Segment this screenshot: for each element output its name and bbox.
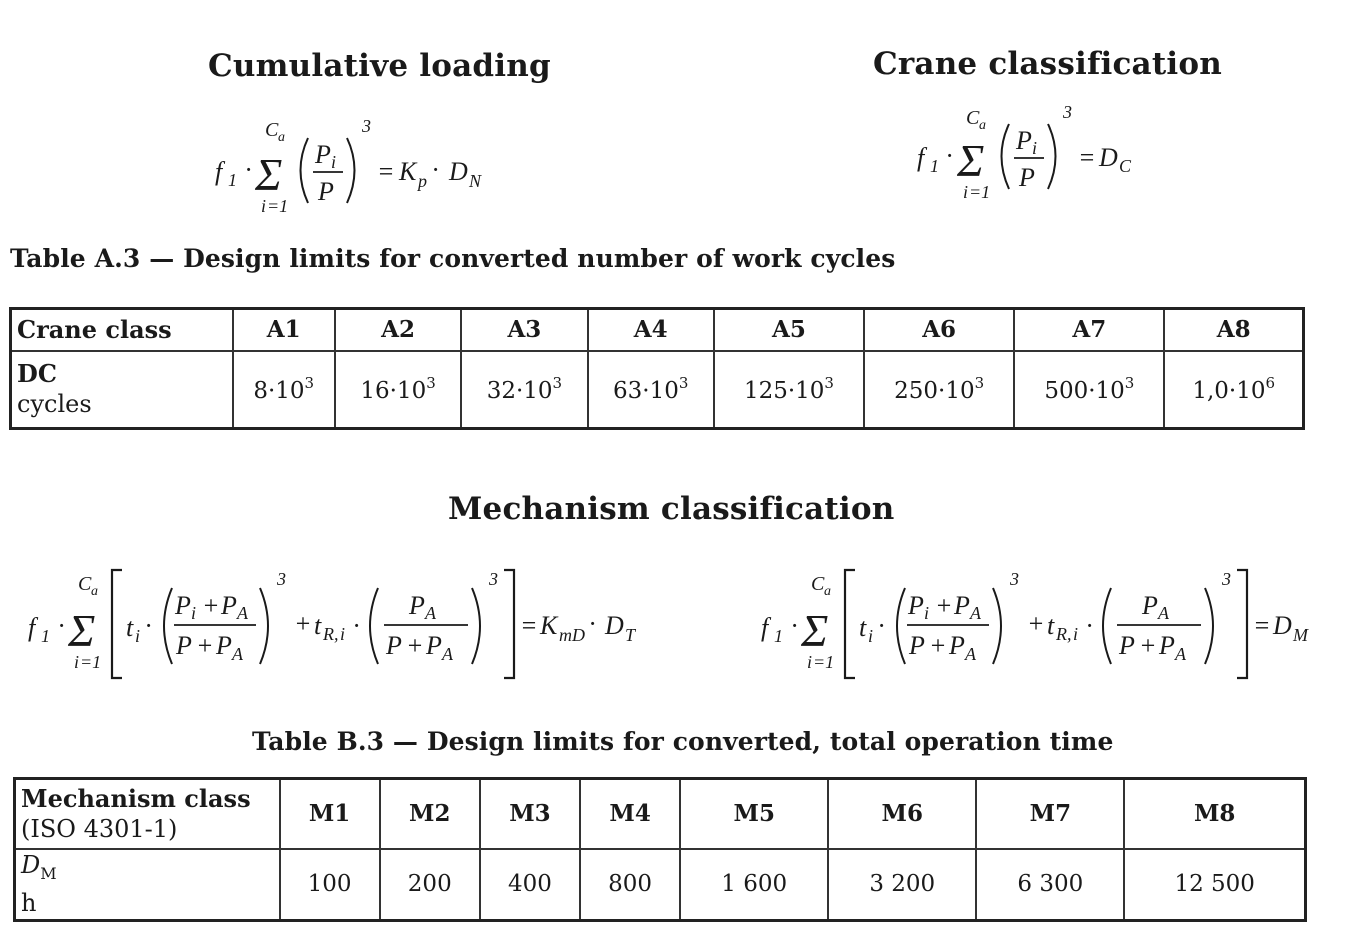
dm-label: $D_M$: [21, 850, 57, 883]
table-cell: 100: [280, 849, 380, 921]
svg-text:3: 3: [1222, 569, 1231, 589]
svg-text:P: P: [1142, 591, 1158, 620]
table-a3: [9, 307, 1305, 430]
svg-text:+: +: [406, 631, 424, 660]
svg-text:C: C: [265, 119, 279, 141]
svg-text:i: i: [340, 624, 346, 644]
class-m4: M4: [580, 779, 680, 849]
svg-text:N: N: [469, 171, 482, 191]
svg-text:P: P: [954, 591, 970, 620]
table-cell: $16\cdot 10^3$: [335, 351, 461, 429]
table-cell: 12 500: [1124, 849, 1305, 921]
hours-unit-label: h: [21, 889, 37, 918]
dc-label: DC: [17, 359, 57, 389]
svg-text:A: A: [425, 603, 436, 623]
svg-text:=: =: [377, 157, 395, 186]
svg-text:·: ·: [145, 611, 152, 640]
svg-text:P: P: [949, 631, 965, 660]
svg-text:mD: mD: [559, 625, 585, 645]
cycles-unit-label: cycles: [17, 390, 92, 419]
svg-text:f: f: [215, 157, 223, 186]
svg-text:+: +: [1139, 631, 1157, 660]
svg-text:K: K: [540, 611, 558, 640]
svg-text:=: =: [1078, 143, 1096, 172]
svg-text:i: i: [191, 603, 197, 623]
svg-text:1: 1: [41, 626, 50, 646]
svg-text:3: 3: [277, 569, 286, 589]
svg-text:+: +: [196, 631, 214, 660]
svg-text:T: T: [625, 625, 636, 645]
table-cell: 400: [480, 849, 580, 921]
svg-text:·: ·: [432, 155, 439, 184]
svg-text:i: i: [807, 652, 813, 672]
mechanism-formula-kmd: [22, 560, 672, 685]
svg-text:3: 3: [1010, 569, 1019, 589]
svg-text:f: f: [28, 613, 36, 642]
svg-text:+: +: [1027, 609, 1045, 638]
svg-text:t: t: [126, 613, 134, 642]
svg-text:+: +: [935, 591, 953, 620]
svg-text:i: i: [135, 626, 141, 646]
table-cell: 800: [580, 849, 680, 921]
svg-text:Σ: Σ: [255, 149, 283, 200]
svg-text:M: M: [1293, 625, 1308, 645]
table-cell: 3 200: [828, 849, 976, 921]
table-a3-caption: Table A.3 — Design limits for converted number of work cycles: [10, 244, 896, 273]
svg-text:P: P: [1016, 126, 1032, 155]
svg-text:·: ·: [1086, 611, 1093, 640]
svg-text:t: t: [1047, 611, 1055, 640]
class-a1: A1: [233, 309, 335, 351]
table-cell: $63\cdot 10^3$: [588, 351, 714, 429]
svg-text:A: A: [1158, 603, 1169, 623]
svg-text:Σ: Σ: [68, 605, 96, 656]
svg-text:P: P: [909, 631, 925, 660]
svg-text:+: +: [202, 591, 220, 620]
svg-text:K: K: [399, 157, 417, 186]
svg-text:i: i: [331, 152, 337, 172]
class-a5: A5: [714, 309, 864, 351]
svg-text:p: p: [418, 171, 427, 191]
cumulative-loading-heading: Cumulative loading: [208, 48, 551, 84]
svg-text:3: 3: [362, 116, 371, 136]
svg-text:A: A: [965, 644, 976, 664]
svg-text:A: A: [1175, 644, 1186, 664]
svg-text:P: P: [221, 591, 237, 620]
svg-text:i: i: [1032, 138, 1038, 158]
svg-text:=1: =1: [267, 196, 289, 216]
svg-text:·: ·: [245, 155, 252, 184]
svg-text:P: P: [176, 631, 192, 660]
svg-text:·: ·: [946, 141, 953, 170]
svg-text:f: f: [917, 143, 925, 172]
class-a7: A7: [1014, 309, 1164, 351]
table-cell: $1,0\cdot 10^6$: [1164, 351, 1303, 429]
svg-text:i: i: [261, 196, 267, 216]
svg-text:=: =: [520, 611, 538, 640]
svg-text:·: ·: [791, 611, 798, 640]
table-b3: [13, 777, 1307, 922]
table-cell: $8\cdot 10^3$: [233, 351, 335, 429]
crane-class-label: Crane class: [11, 309, 233, 351]
svg-text:P: P: [315, 140, 331, 169]
svg-text:i: i: [1073, 624, 1079, 644]
svg-text:C: C: [811, 573, 825, 595]
svg-text:P: P: [409, 591, 425, 620]
svg-text:=1: =1: [80, 652, 102, 672]
svg-text:1: 1: [228, 170, 237, 190]
svg-text:i: i: [924, 603, 930, 623]
svg-text:D: D: [1273, 611, 1292, 640]
svg-text:P: P: [216, 631, 232, 660]
svg-text:i: i: [963, 182, 969, 202]
svg-text:1: 1: [930, 156, 939, 176]
svg-text:·: ·: [589, 609, 596, 638]
svg-text:A: A: [970, 603, 981, 623]
dc-cycles-label: [11, 351, 233, 429]
svg-text:·: ·: [58, 611, 65, 640]
svg-text:P: P: [175, 591, 191, 620]
table-cell: $32\cdot 10^3$: [461, 351, 587, 429]
class-m2: M2: [380, 779, 480, 849]
svg-text:A: A: [442, 644, 453, 664]
class-m8: M8: [1124, 779, 1305, 849]
svg-text:A: A: [232, 644, 243, 664]
class-m5: M5: [680, 779, 828, 849]
svg-text:P: P: [386, 631, 402, 660]
table-b3-caption: Table B.3 — Design limits for converted, total operation time: [252, 727, 1114, 756]
svg-text:i: i: [868, 626, 874, 646]
table-a3-header-row: [11, 309, 1304, 351]
svg-text:=1: =1: [969, 182, 991, 202]
svg-text:R,: R,: [1056, 624, 1072, 644]
class-m1: M1: [280, 779, 380, 849]
table-b3-value-row: [15, 849, 1306, 921]
table-a3-value-row: [11, 351, 1304, 429]
svg-text:C: C: [1119, 156, 1132, 176]
crane-classification-formula: [915, 100, 1165, 210]
svg-text:t: t: [314, 611, 322, 640]
class-a3: A3: [461, 309, 587, 351]
svg-text:i: i: [74, 652, 80, 672]
svg-text:D: D: [449, 157, 468, 186]
svg-text:a: a: [278, 130, 285, 145]
table-cell: $250\cdot 10^3$: [864, 351, 1014, 429]
mechanism-class-label: [15, 779, 280, 849]
svg-text:P: P: [1019, 163, 1035, 192]
svg-text:3: 3: [489, 569, 498, 589]
svg-text:+: +: [294, 609, 312, 638]
mechanism-class-title: Mechanism class: [21, 783, 251, 813]
svg-text:P: P: [318, 177, 334, 206]
svg-text:P: P: [1159, 631, 1175, 660]
svg-text:D: D: [605, 611, 624, 640]
class-a6: A6: [864, 309, 1014, 351]
svg-text:·: ·: [878, 611, 885, 640]
mechanism-classification-heading: Mechanism classification: [448, 491, 895, 527]
svg-text:t: t: [859, 613, 867, 642]
table-cell: 6 300: [976, 849, 1124, 921]
svg-text:Σ: Σ: [801, 605, 829, 656]
svg-text:=1: =1: [813, 652, 835, 672]
dm-hours-label: [15, 849, 280, 921]
svg-text:D: D: [1099, 143, 1118, 172]
svg-text:a: a: [979, 118, 986, 133]
svg-text:P: P: [1119, 631, 1135, 660]
svg-text:R,: R,: [323, 624, 339, 644]
svg-text:P: P: [426, 631, 442, 660]
mechanism-formula-dm: [755, 560, 1325, 685]
svg-text:a: a: [91, 584, 98, 599]
svg-text:P: P: [908, 591, 924, 620]
svg-text:=: =: [1253, 611, 1271, 640]
class-a8: A8: [1164, 309, 1303, 351]
table-cell: $125\cdot 10^3$: [714, 351, 864, 429]
class-m7: M7: [976, 779, 1124, 849]
svg-text:3: 3: [1063, 102, 1072, 122]
svg-text:·: ·: [353, 611, 360, 640]
table-cell: $500\cdot 10^3$: [1014, 351, 1164, 429]
svg-text:a: a: [824, 584, 831, 599]
iso-reference: (ISO 4301-1): [21, 814, 178, 843]
svg-text:C: C: [78, 573, 92, 595]
table-cell: 1 600: [680, 849, 828, 921]
svg-text:Σ: Σ: [957, 135, 985, 186]
class-a2: A2: [335, 309, 461, 351]
class-m3: M3: [480, 779, 580, 849]
svg-text:A: A: [237, 603, 248, 623]
class-a4: A4: [588, 309, 714, 351]
svg-text:1: 1: [774, 626, 783, 646]
svg-text:f: f: [761, 613, 769, 642]
cumulative-loading-formula: [205, 108, 505, 220]
svg-text:C: C: [966, 107, 980, 129]
crane-classification-heading: Crane classification: [873, 46, 1222, 82]
table-b3-header-row: [15, 779, 1306, 849]
svg-text:+: +: [929, 631, 947, 660]
table-cell: 200: [380, 849, 480, 921]
class-m6: M6: [828, 779, 976, 849]
